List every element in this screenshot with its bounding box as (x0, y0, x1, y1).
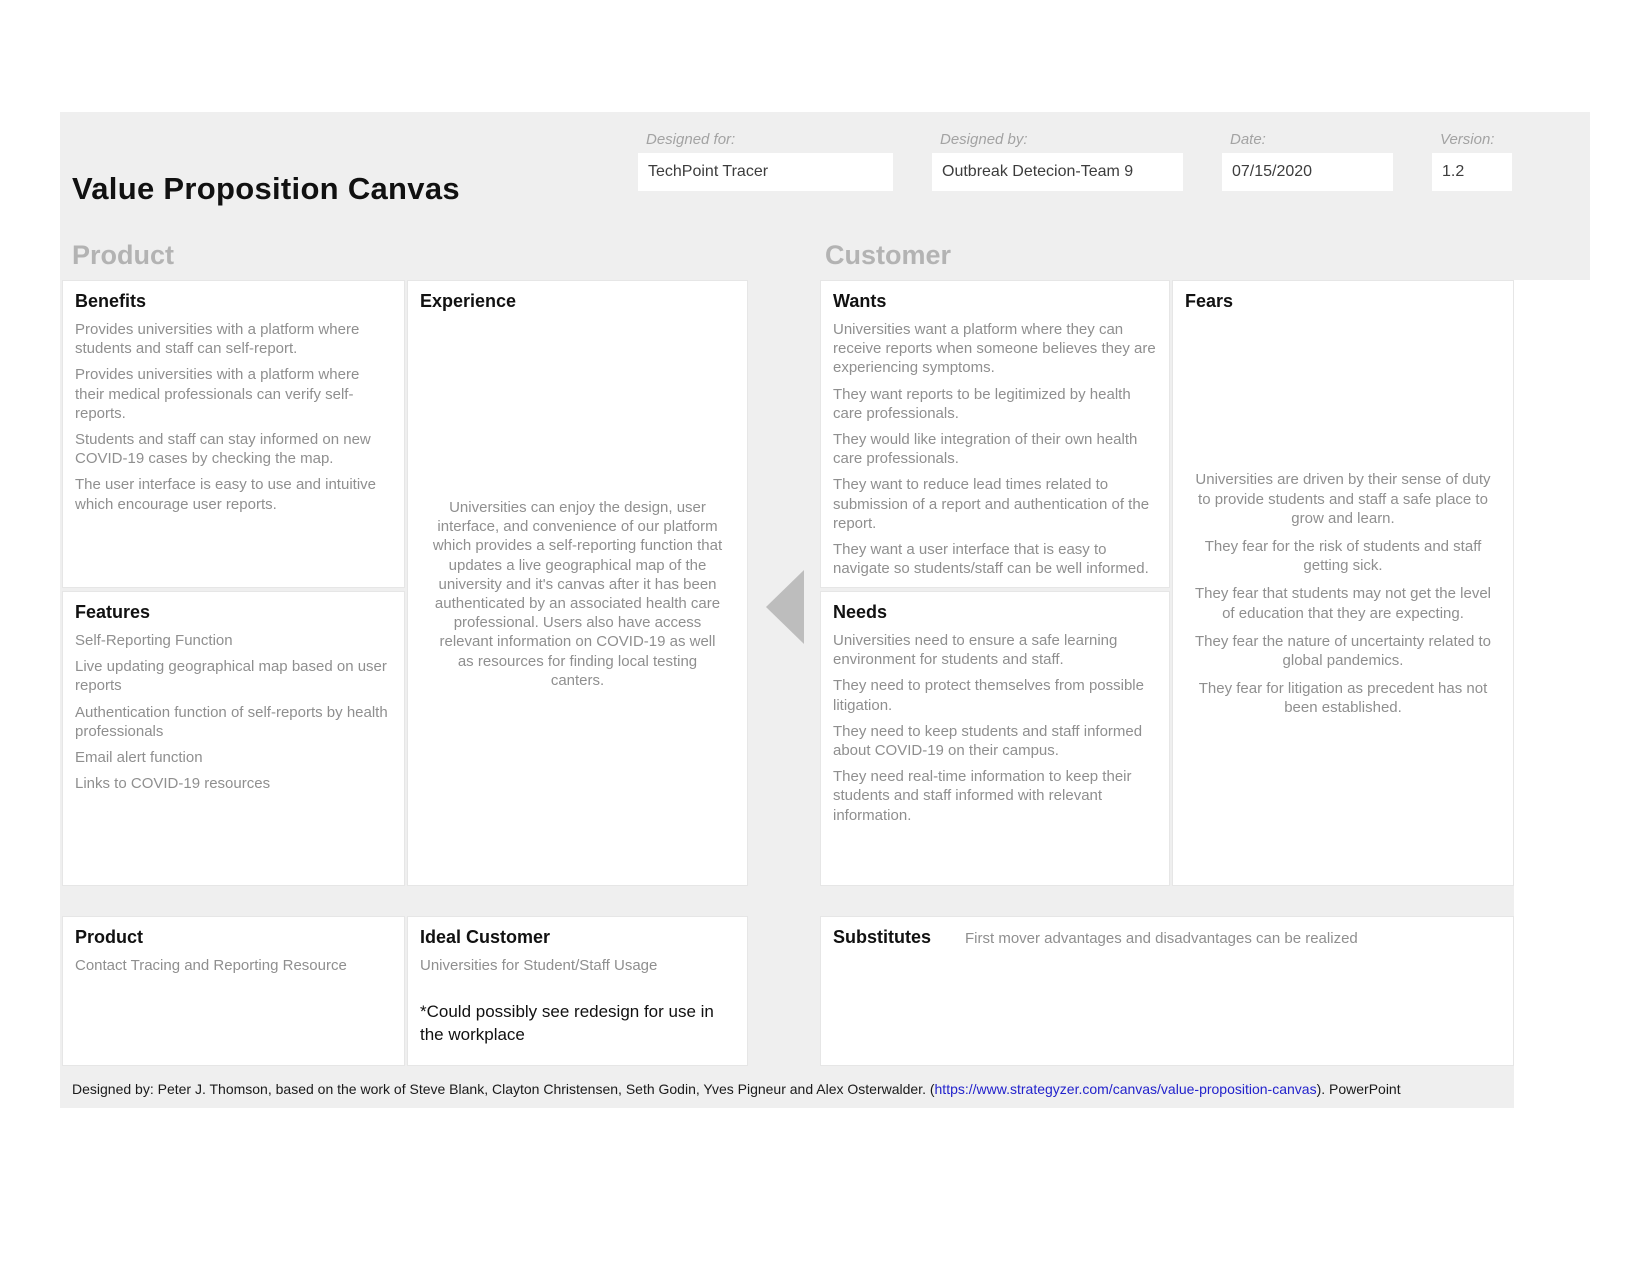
benefits-panel (62, 280, 405, 588)
designed-for-label: Designed for: (646, 131, 736, 148)
designed-by-input[interactable]: Outbreak Detecion-Team 9 (932, 153, 1183, 191)
features-item: Email alert function (75, 748, 203, 766)
fears-heading: Fears (1185, 291, 1234, 311)
fears-item: They fear that students may not get the level of education that they are expecting. (1195, 585, 1492, 622)
product-bottom-heading: Product (75, 927, 144, 947)
wants-item: They want to reduce lead times related to submission of a report and authentication of the report. (833, 476, 1150, 532)
experience-panel (407, 280, 748, 886)
date-field (1222, 131, 1393, 191)
substitutes-heading: Substitutes (833, 927, 932, 947)
experience-heading: Experience (420, 291, 517, 311)
features-item: Live updating geographical map based on user reports (75, 658, 387, 695)
ideal-customer-panel (407, 916, 748, 1066)
needs-item: Universities need to ensure a safe learning environment for students and staff. (833, 632, 1118, 669)
needs-item: They need real-time information to keep their students and staff informed with relevant information. (833, 768, 1132, 824)
features-item: Links to COVID-19 resources (75, 775, 271, 793)
features-heading: Features (75, 602, 151, 622)
date-input[interactable]: 07/15/2020 (1222, 153, 1393, 191)
wants-item: Universities want a platform where they can receive reports when someone believes they are experiencing symptoms. (833, 321, 1156, 377)
ideal-customer-text: Universities for Student/Staff Usage (420, 957, 658, 974)
date-label: Date: (1230, 131, 1266, 148)
designed-by-label: Designed by: (940, 131, 1028, 148)
version-field (1432, 131, 1512, 191)
wants-panel (820, 280, 1170, 588)
needs-panel (820, 591, 1170, 886)
footer-attribution (72, 1080, 1508, 1098)
experience-body: Universities can enjoy the design, user interface, and convenience of our platform which provides a self-reporting function that updates a live geographical map of the university and it's canvas after it has been authenticated by an associated health care professional. Users also have access relevant information on COVID-19 as well as resources for finding local testing canters. (432, 499, 723, 689)
substitutes-text: First mover advantages and disadvantages can be realized (965, 930, 1358, 947)
experience-body-wrap (420, 320, 735, 877)
fears-panel (1172, 280, 1514, 886)
features-item: Authentication function of self-reports by health professionals (75, 703, 388, 740)
designed-for-field (638, 131, 893, 191)
benefits-item: Students and staff can stay informed on new COVID-19 cases by checking the map. (75, 430, 371, 468)
designed-for-input[interactable]: TechPoint Tracer (638, 153, 893, 191)
fears-item: They fear for the risk of students and staff getting sick. (1204, 538, 1482, 575)
version-input[interactable]: 1.2 (1432, 153, 1512, 191)
ideal-customer-heading: Ideal Customer (420, 927, 551, 947)
fears-body-wrap (1185, 320, 1501, 877)
wants-item: They want reports to be legitimized by health care professionals. (833, 385, 1131, 422)
product-section-label: Product (72, 240, 175, 270)
wants-item: They want a user interface that is easy to navigate so students/staff can be well informed. (833, 540, 1149, 578)
benefits-item: Provides universities with a platform where their medical professionals can verify self-reports. (75, 366, 360, 422)
needs-heading: Needs (833, 602, 888, 622)
needs-item: They need to keep students and staff informed about COVID-19 on their campus. (833, 722, 1143, 759)
features-panel (62, 591, 405, 886)
substitutes-panel (820, 916, 1514, 1066)
benefits-heading: Benefits (75, 291, 147, 311)
features-item: Self-Reporting Function (75, 632, 233, 649)
wants-item: They would like integration of their own health care professionals. (833, 430, 1138, 468)
fears-item: They fear the nature of uncertainty related to global pandemics. (1195, 632, 1492, 669)
needs-item: They need to protect themselves from possible litigation. (833, 677, 1144, 714)
customer-to-product-arrow-icon (766, 570, 804, 644)
ideal-customer-note: *Could possibly see redesign for use in the workplace (420, 1002, 714, 1045)
page-title: Value Proposition Canvas (72, 170, 460, 206)
product-bottom-panel (62, 916, 405, 1066)
designed-by-field (932, 131, 1183, 191)
fears-item: They fear for litigation as precedent has not been established. (1198, 680, 1488, 717)
footer-text-after: ). PowerPoint (1316, 1081, 1401, 1097)
benefits-item: Provides universities with a platform where students and staff can self-report. (75, 321, 360, 358)
strategyzer-link[interactable]: https://www.strategyzer.com/canvas/value-proposition-canvas (934, 1081, 1317, 1097)
wants-heading: Wants (833, 291, 887, 311)
version-label: Version: (1440, 131, 1495, 148)
substitutes-row (833, 925, 1501, 950)
product-bottom-text: Contact Tracing and Reporting Resource (75, 957, 347, 974)
customer-section-label: Customer (825, 240, 952, 270)
benefits-item: The user interface is easy to use and intuitive which encourage user reports. (75, 476, 376, 513)
fears-item: Universities are driven by their sense of duty to provide students and staff a safe place to grow and learn. (1195, 471, 1491, 527)
footer-text-before: Designed by: Peter J. Thomson, based on the work of Steve Blank, Clayton Christensen, Seth Godin, Yves Pigneur and Alex Osterwalder. ( (72, 1081, 935, 1097)
